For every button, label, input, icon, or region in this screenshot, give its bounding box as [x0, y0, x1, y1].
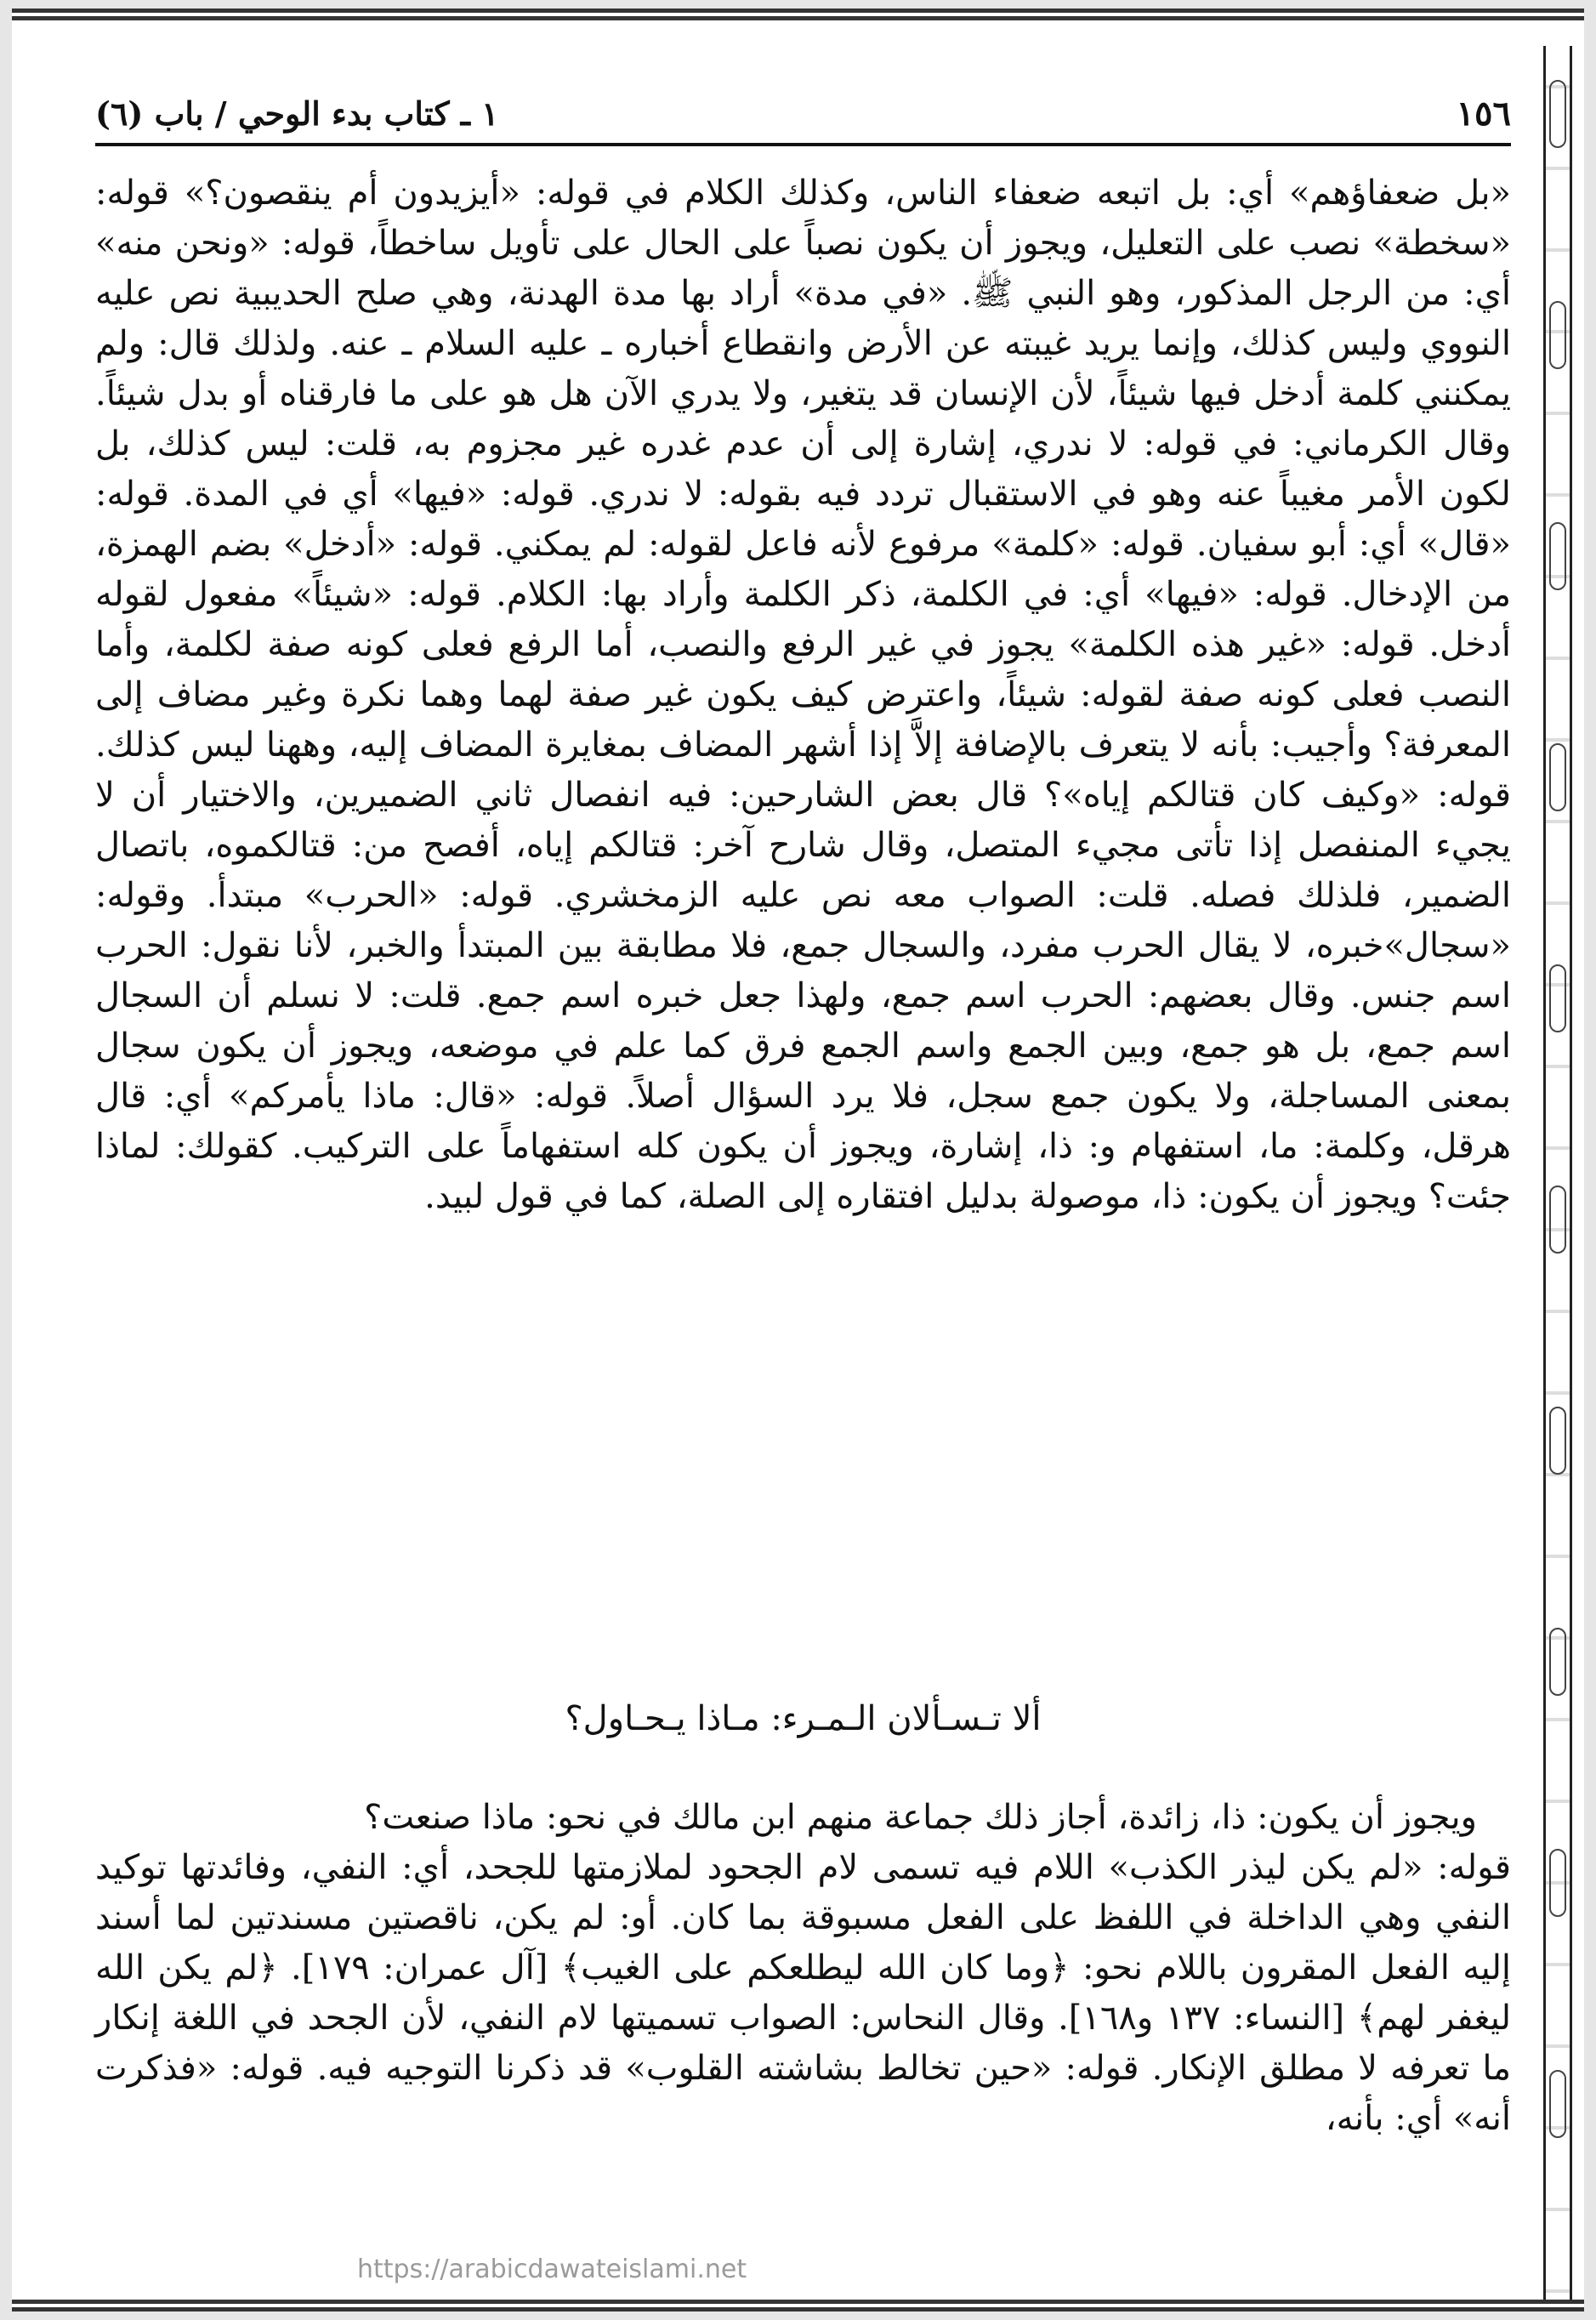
paragraph: قوله: «لم يكن ليذر الكذب» اللام فيه تسمى لام الجحود لملازمتها للجحد، أي: النفي، وفائدتها توكيد النفي وهي الداخلة في اللفظ على الفعل مسبوقة بما كان. أو: لم يكن، ناقصتين مسندتين لما أسند إليه الفعل المقرون باللام نحو: ﴿وما كان الله ليطلعكم على الغيب﴾ [آل عمران: ١٧٩]. ﴿لم يكن الله ليغفر لهم﴾ [النساء: ١٣٧ و١٦٨]. وقال النحاس: الصواب تسميتها لام النفي، لأن الجحد في اللغة إنكار ما تعرفه لا مطلق الإنكار. قوله: «حين تخالط بشاشته القلوب» قد ذكرنا التوجيه فيه. قوله: «فذكرت أنه» أي: بأنه، [95, 1848, 1512, 2138]
ornament-ring [1549, 964, 1566, 1032]
ornamental-side-border [1543, 46, 1572, 2300]
ornament-ring [1549, 522, 1566, 590]
ornament-ring [1549, 2070, 1566, 2138]
page-header [95, 83, 1511, 146]
ornament-ring [1549, 80, 1566, 148]
ornament-ring [1549, 1407, 1566, 1475]
main-text-continued [95, 1793, 1511, 2144]
chapter-title: ١ ـ كتاب بدء الوحي / باب (٦) [95, 94, 499, 133]
ornament-ring [1549, 1628, 1566, 1696]
ornament-ring [1549, 1849, 1566, 1917]
paragraph: «بل ضعفاؤهم» أي: بل اتبعه ضعفاء الناس، وكذلك الكلام في قوله: «أيزيدون أم ينقصون؟» قوله: «سخطة» نصب على التعليل، ويجوز أن يكون نصباً على الحال على تأويل ساخطاً، قوله: «ونحن منه» أي: من الرجل المذكور، وهو النبي ﷺ. «في مدة» أراد بها مدة الهدنة، وهي صلح الحديبية نص عليه النووي وليس كذلك، وإنما يريد غيبته عن الأرض وانقطاع أخباره ـ عليه السلام ـ عنه. ولذلك قال: ولم يمكنني كلمة أدخل فيها شيئاً، لأن الإنسان قد يتغير، ولا يدري الآن هل هو على ما فارقناه أو بدل شيئاً. وقال الكرماني: في قوله: لا ندري، إشارة إلى أن عدم غدره غير مجزوم به، قلت: ليس كذلك، بل لكون الأمر مغيباً عنه وهو في الاستقبال تردد فيه بقوله: لا ندري. قوله: «فيها» أي في المدة. قوله: «قال» أي: أبو سفيان. قوله: «كلمة» مرفوع لأنه فاعل لقوله: لم يمكني. قوله: «أدخل» بضم الهمزة، من الإدخال. قوله: «فيها» أي: في الكلمة، ذكر الكلمة وأراد بها: الكلام. قوله: «شيئاً» مفعول لقوله أدخل. قوله: «غير هذه الكلمة» يجوز في غير الرفع والنصب، أما الرفع فعلى كونه صفة لكلمة، وأما النصب فعلى كونه صفة لقوله: شيئاً، واعترض كيف يكون غير صفة لهما وهما نكرة وغير مضاف إلى المعرفة؟ وأجيب: بأنه لا يتعرف بالإضافة إلاَّ إذا أشهر المضاف بمغايرة المضاف إليه، وههنا ليس كذلك. قوله: «وكيف كان قتالكم إياه»؟ قال بعض الشارحين: فيه انفصال ثاني الضميرين، والاختيار أن لا يجيء المنفصل إذا تأتى مجيء المتصل، وقال شارح آخر: قتالكم إياه، أفصح من: قتالكموه، باتصال الضمير، فلذلك فصله. قلت: الصواب معه نص عليه الزمخشري. قوله: «الحرب» مبتدأ. وقوله: «سجال»خبره، لا يقال الحرب مفرد، والسجال جمع، فلا مطابقة بين المبتدأ والخبر، لأنا نقول: الحرب اسم جنس. وقال بعضهم: الحرب اسم جمع، ولهذا جعل خبره اسم جمع. قلت: لا نسلم أن السجال اسم جمع، بل هو جمع، وبين الجمع واسم الجمع فرق كما علم في موضعه، ويجوز أن يكون سجال بمعنى المساجلة، ولا يكون جمع سجل، فلا يرد السؤال أصلاً. قوله: «قال: ماذا يأمركم» أي: قال هرقل، وكلمة: ما، استفهام و: ذا، إشارة، ويجوز أن يكون كله استفهاماً على التركيب. كقولك: لماذا جئت؟ ويجوز أن يكون: ذا، موصولة بدليل افتقاره إلى الصلة، كما في قول لبيد. [95, 173, 1512, 1216]
watermark-url: https://arabicdawateislami.net [357, 2255, 747, 2284]
poetry-verse: ألا تـسـألان الـمـرء: مـاذا يـحـاول؟ [565, 1699, 1042, 1738]
ornament-ring [1549, 743, 1566, 811]
main-text [95, 168, 1511, 1222]
page-number: ١٥٦ [1456, 93, 1511, 134]
paragraph: ويجوز أن يكون: ذا، زائدة، أجاز ذلك جماعة منهم ابن مالك في نحو: ماذا صنعت؟ [364, 1798, 1477, 1837]
ornament-ring [1549, 1186, 1566, 1254]
ornament-ring [1549, 301, 1566, 369]
